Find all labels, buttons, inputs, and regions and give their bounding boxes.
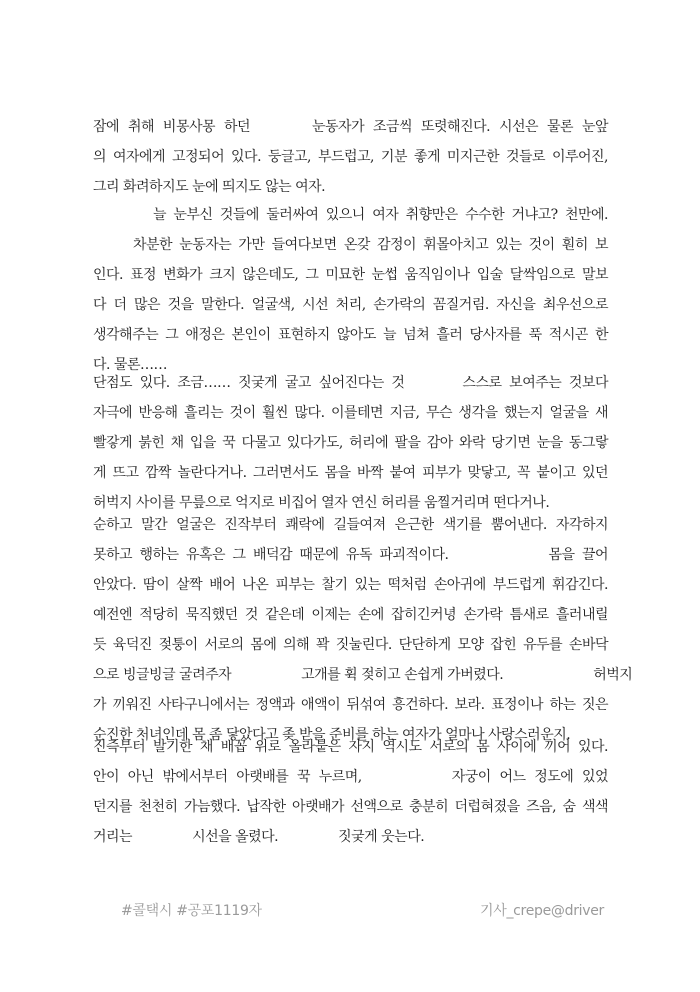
footer-hashtags: #콜택시 #공포1119자 xyxy=(121,903,262,919)
text-segment: 눈동자가 조금씩 또렷해진다. 시선은 물론 눈앞 xyxy=(312,119,608,135)
paragraph-3 xyxy=(93,368,608,518)
text-segment: 으로 빙글빙글 굴려주자 xyxy=(93,667,232,683)
text-segment: 인다. 표정 변화가 크지 않은데도, 그 미묘한 눈썹 움직임이나 입술 달싹임으로 말보 xyxy=(93,267,608,283)
footer-author: 기사_crepe@driver xyxy=(480,903,604,919)
text-segment: 자궁이 어느 정도에 있었 xyxy=(451,769,608,785)
text-segment: 자극에 반응해 흘리는 것이 훨씬 많다. 이를테면 지금, 무슨 생각을 했는지 얼굴을 새 xyxy=(93,405,608,421)
text-segment: 다 더 많은 것을 말한다. 얼굴색, 시선 처리, 손가락의 꼼질거림. 자신을 최우선으로 xyxy=(93,297,608,313)
text-segment: 시선을 올렸다. xyxy=(192,829,279,845)
text-line xyxy=(93,290,608,320)
text-line xyxy=(93,112,608,142)
text-line xyxy=(93,570,608,600)
text-segment: 잠에 취해 비몽사몽 하던 xyxy=(93,119,250,135)
text-segment: 안이 아닌 밖에서부터 아랫배를 꾹 누르며, xyxy=(93,769,362,785)
text-segment: 몸을 끌어 xyxy=(548,547,609,563)
text-segment: 허벅지 사이를 무릎으로 억지로 비집어 열자 연신 허리를 움찔거리며 떤다거나. xyxy=(93,495,550,511)
paragraph-5 xyxy=(93,732,608,852)
paragraph-2 xyxy=(93,200,608,380)
text-segment: 빨갛게 붉힌 채 입을 꾹 다물고 있다가도, 허리에 팔을 감아 와락 당기면 눈을 동그랗 xyxy=(93,435,608,451)
text-segment: 의 여자에게 고정되어 있다. 둥글고, 부드럽고, 기분 좋게 미지근한 것들로 이루어진, xyxy=(93,149,608,165)
text-segment: 다. 물론…… xyxy=(93,357,167,373)
text-segment: 못하고 행하는 유혹은 그 배덕감 때문에 유독 파괴적이다. xyxy=(93,547,449,563)
text-segment: 순진한 처녀인데 몸 좀 닿았다고 좆 받을 준비를 하는 여자가 얼마나 사랑스러운지. xyxy=(93,727,571,743)
text-line xyxy=(93,822,608,852)
text-line xyxy=(93,142,608,172)
text-segment: 차분한 눈동자는 가만 들여다보면 온갖 감정이 휘몰아치고 있는 것이 훤히 보 xyxy=(133,237,608,253)
text-segment: 고개를 휙 젖히고 손쉽게 가버렸다. xyxy=(301,667,504,683)
text-line xyxy=(93,172,608,202)
text-line xyxy=(93,510,608,540)
text-line xyxy=(93,540,608,570)
text-line xyxy=(93,260,608,290)
text-segment: 짓궂게 웃는다. xyxy=(338,829,425,845)
text-segment: 듯 육덕진 젖퉁이 서로의 몸에 의해 꽉 짓눌린다. 단단하게 모양 잡힌 유두를 손바닥 xyxy=(93,637,608,653)
text-line xyxy=(93,660,633,690)
text-segment: 생각해주는 그 애정은 본인이 표현하지 않아도 늘 넘쳐 흘러 당사자를 푹 적시곤 한 xyxy=(93,327,608,343)
text-segment: 진즉부터 발기한 채 배꼽 위로 올라붙은 자지 역시도 서로의 몸 사이에 끼어 있다. xyxy=(93,739,608,755)
text-segment: 늘 눈부신 것들에 둘러싸여 있으니 여자 취향만은 수수한 거냐고? 천만에. xyxy=(153,207,608,223)
text-line xyxy=(93,458,608,488)
text-line xyxy=(93,732,608,762)
text-line xyxy=(93,428,608,458)
text-segment: 예전엔 적당히 묵직했던 것 같은데 이제는 손에 잡히긴커녕 손가락 틈새로 흘러내릴 xyxy=(93,607,608,623)
text-segment: 게 뜨고 깜짝 놀란다거나. 그러면서도 몸을 바짝 붙여 피부가 맞닿고, 꼭 붙이고 있던 xyxy=(93,465,608,481)
text-line xyxy=(93,320,608,350)
text-line xyxy=(93,762,608,792)
text-segment: 허벅지 xyxy=(593,667,633,683)
text-line xyxy=(93,200,608,230)
paragraph-1 xyxy=(93,112,608,202)
text-segment: 그리 화려하지도 눈에 띄지도 않는 여자. xyxy=(93,179,326,195)
text-line xyxy=(93,792,608,822)
text-line xyxy=(93,630,608,660)
text-segment: 스스로 보여주는 것보다 xyxy=(462,375,609,391)
text-line xyxy=(93,690,608,720)
text-segment: 가 끼워진 사타구니에서는 정액과 애액이 뒤섞여 흥건하다. 보라. 표정이나 하는 짓은 xyxy=(93,697,608,713)
text-segment: 거리는 xyxy=(93,829,133,845)
text-segment: 던지를 천천히 가늠했다. 납작한 아랫배가 선액으로 충분히 더럽혀졌을 즈음, 숨 색색 xyxy=(93,799,608,815)
text-line xyxy=(93,368,608,398)
text-segment: 안았다. 땀이 살짝 배어 나온 피부는 찰기 있는 떡처럼 손아귀에 부드럽게 휘감긴다. xyxy=(93,577,608,593)
paragraph-4 xyxy=(93,510,633,750)
text-line xyxy=(93,230,608,260)
text-line xyxy=(93,600,608,630)
text-line xyxy=(93,398,608,428)
text-segment: 순하고 말간 얼굴은 진작부터 쾌락에 길들여져 은근한 색기를 뿜어낸다. 자각하지 xyxy=(93,517,608,533)
text-segment: 단점도 있다. 조금…… 짓궂게 굴고 싶어진다는 것 xyxy=(93,375,405,391)
